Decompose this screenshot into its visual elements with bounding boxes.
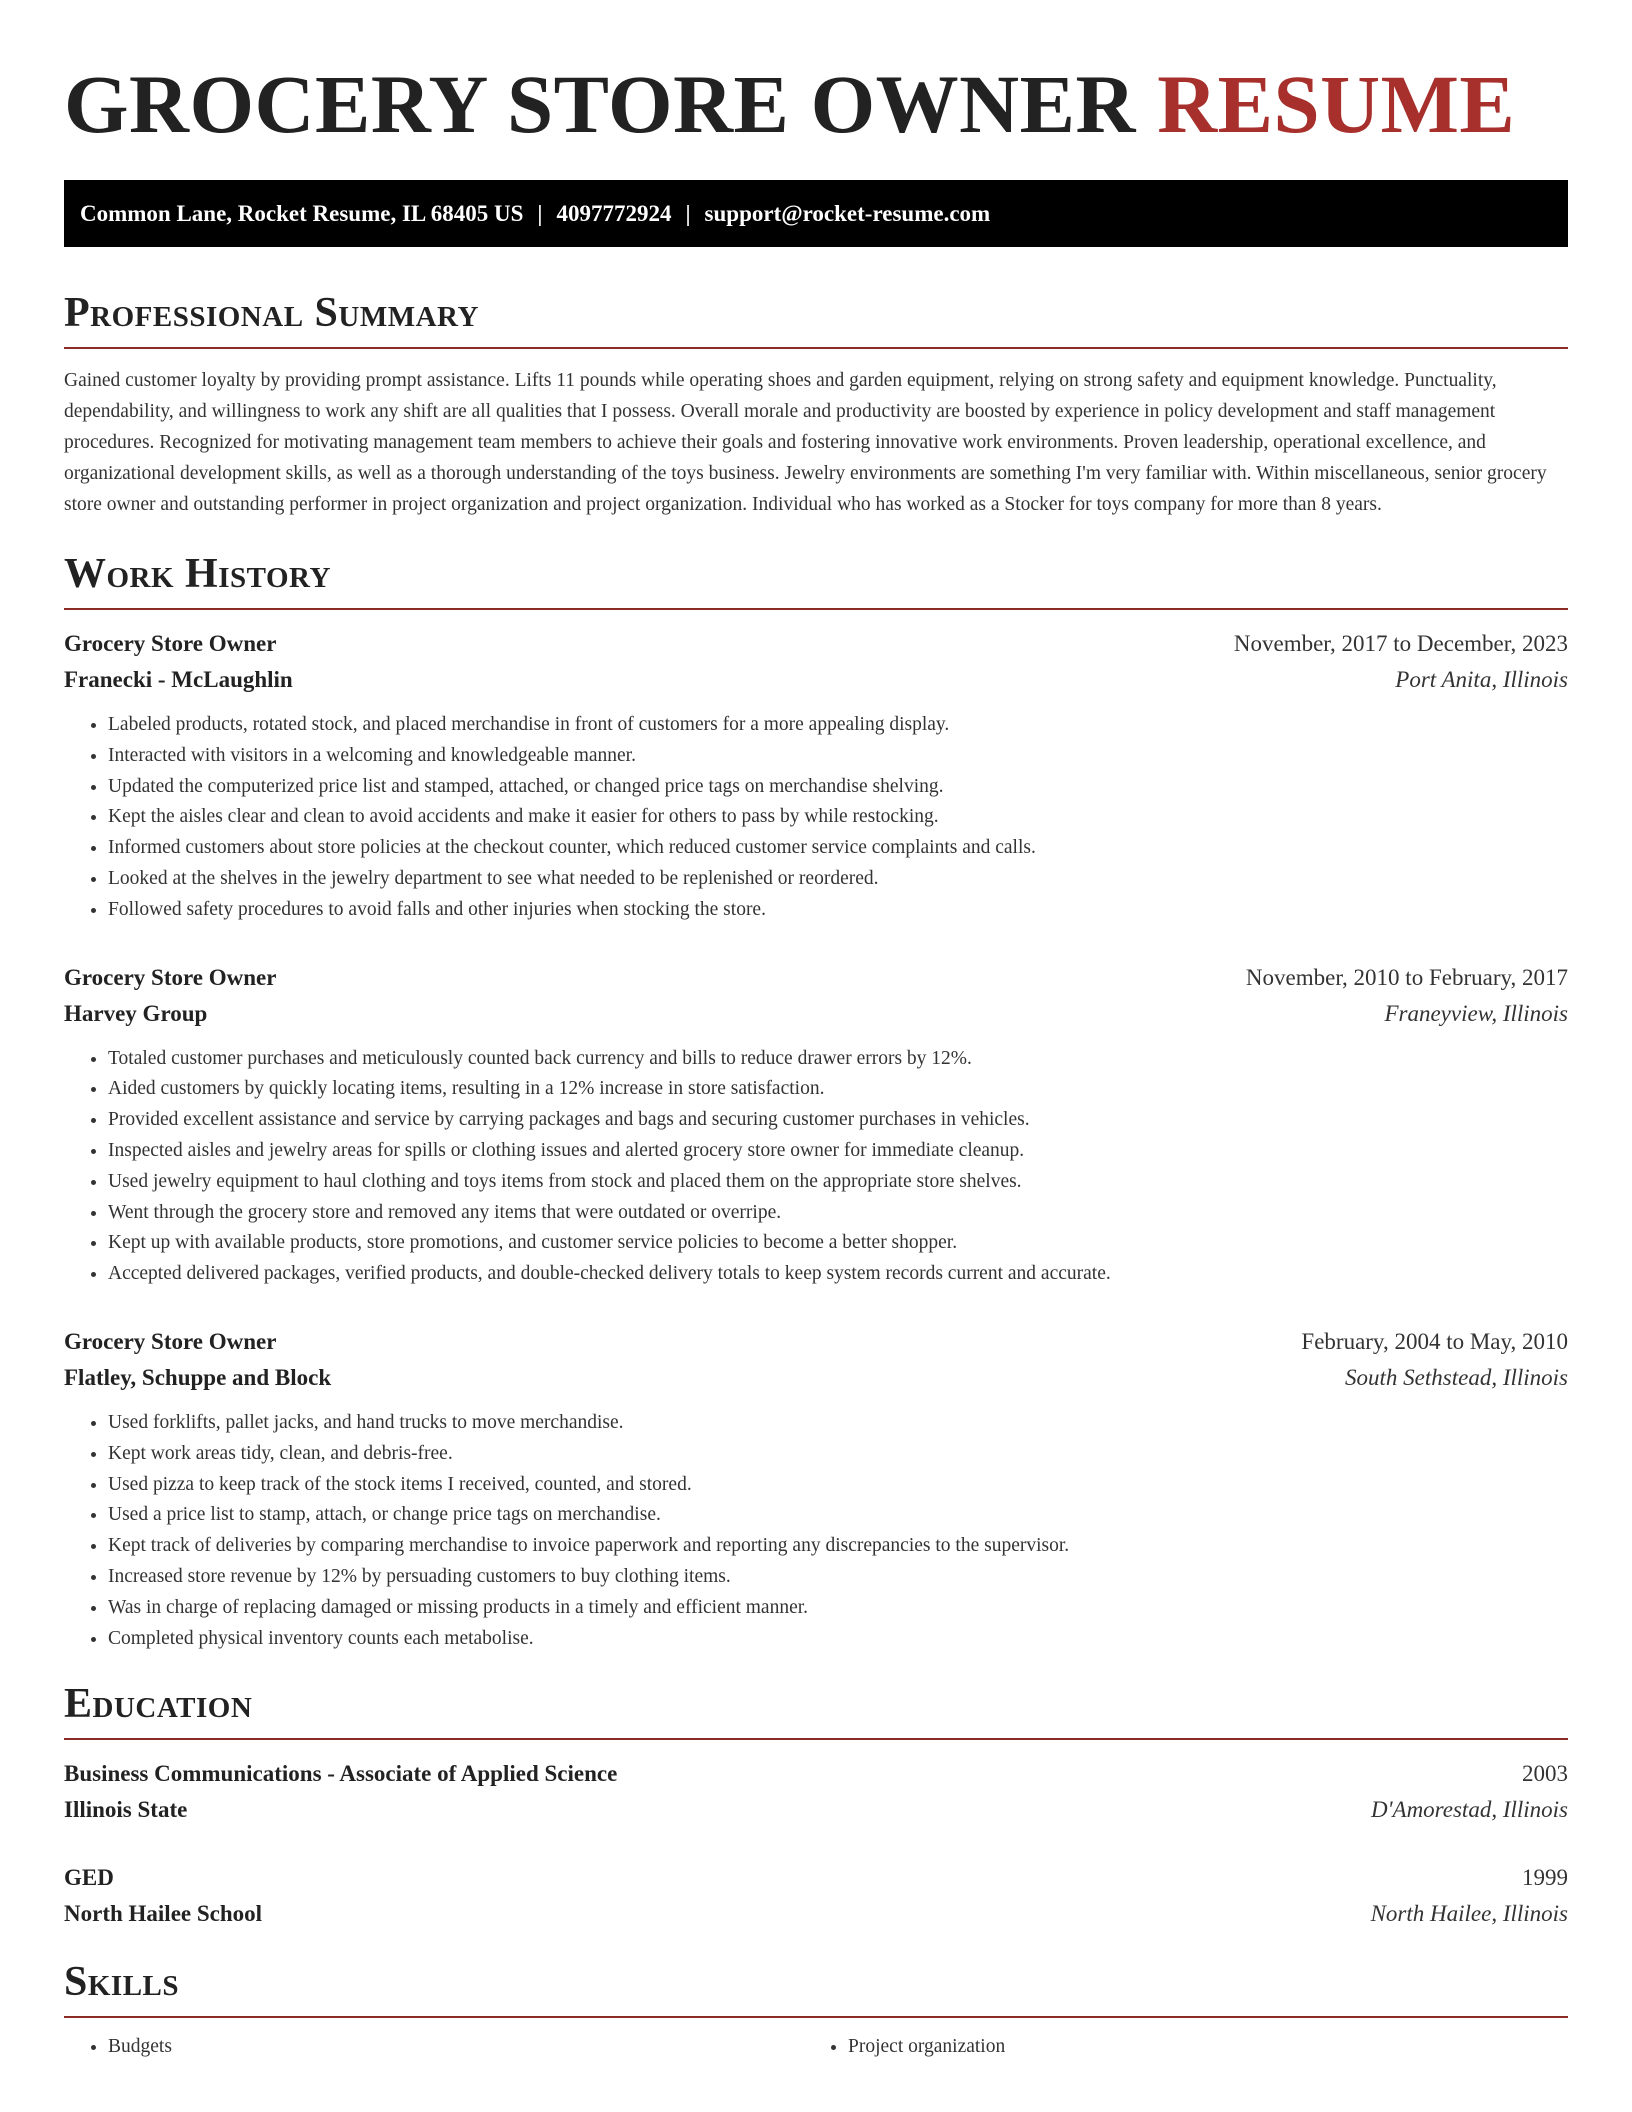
job-duty: • Used forklifts, pallet jacks, and hand trucks to move merchandise.: [108, 1408, 1568, 1439]
education-year: 1999: [1522, 1865, 1568, 1891]
job-title: Grocery Store Owner: [64, 631, 277, 656]
job-duty: • Provided excellent assistance and service by carrying packages and bags and securing customer purchases in vehicles.: [108, 1105, 1568, 1136]
education-degree-row: [64, 1860, 1568, 1896]
job-duty: • Interacted with visitors in a welcoming and knowledgeable manner.: [108, 741, 1568, 772]
resume-title: [64, 0, 1568, 152]
contact-phone: 4097772924: [556, 200, 672, 226]
skills-heading: Skills: [64, 1958, 1568, 2018]
skills-list-right: [804, 2032, 1544, 2063]
contact-separator: |: [685, 200, 691, 226]
job-header-row: [64, 1324, 1568, 1360]
job-duty: • Used pizza to keep track of the stock items I received, counted, and stored.: [108, 1470, 1568, 1501]
job-company: Harvey Group: [64, 1000, 208, 1026]
job-duty: • Used a price list to stamp, attach, or change price tags on merchandise.: [108, 1500, 1568, 1531]
education-school: Illinois State: [64, 1797, 188, 1823]
job-duty: • Was in charge of replacing damaged or missing products in a timely and efficient manner.: [108, 1593, 1568, 1624]
job-duty: • Labeled products, rotated stock, and placed merchandise in front of customers for a more appealing display.: [108, 710, 1568, 741]
title-main: GROCERY STORE OWNER: [64, 58, 1136, 150]
work-history-heading: Work History: [64, 550, 1568, 610]
skill-item: • Budgets: [108, 2032, 804, 2063]
job-duty: • Kept up with available products, store promotions, and customer service policies to become a better shopper.: [108, 1228, 1568, 1259]
job-duties-list: [64, 1044, 1568, 1290]
job-location: Port Anita, Illinois: [1395, 667, 1568, 692]
education-school: North Hailee School: [64, 1901, 263, 1927]
education-year: 2003: [1522, 1761, 1568, 1787]
job-duty: • Totaled customer purchases and meticulously counted back currency and bills to reduce drawer errors by 12%.: [108, 1044, 1568, 1075]
job-duty: • Accepted delivered packages, verified products, and double-checked delivery totals to keep system records current and accurate.: [108, 1259, 1568, 1290]
job-company: Flatley, Schuppe and Block: [64, 1364, 332, 1390]
education-school-row: [64, 1792, 1568, 1828]
job-duty: • Looked at the shelves in the jewelry department to see what needed to be replenished or reordered.: [108, 864, 1568, 895]
job-header-row: [64, 960, 1568, 996]
job-duty: • Increased store revenue by 12% by persuading customers to buy clothing items.: [108, 1562, 1568, 1593]
job-dates: February, 2004 to May, 2010: [1301, 1328, 1568, 1354]
summary-heading: Professional Summary: [64, 289, 1568, 349]
education-entry: [64, 1860, 1568, 1932]
contact-separator: |: [537, 200, 543, 226]
title-accent: RESUME: [1157, 58, 1516, 150]
job-company-row: [64, 662, 1568, 698]
job-company-row: [64, 996, 1568, 1032]
skills-list-left: [64, 2032, 804, 2063]
job-duty: • Kept track of deliveries by comparing merchandise to invoice paperwork and reporting any discrepancies to the supervisor.: [108, 1531, 1568, 1562]
job-entry: [64, 960, 1568, 1290]
job-company: Franecki - McLaughlin: [64, 667, 293, 692]
job-entry: [64, 626, 1568, 926]
education-degree: GED: [64, 1865, 114, 1891]
education-heading: Education: [64, 1680, 1568, 1740]
job-entry: [64, 1324, 1568, 1654]
job-title: Grocery Store Owner: [64, 1328, 277, 1354]
summary-text: Gained customer loyalty by providing prompt assistance. Lifts 11 pounds while operating shoes and garden equipment, relying on strong safety and equipment knowledge. Punctuality, dependability, and willingness to work any shift are all qualities that I possess. Overall morale and productivity are boosted by experience in policy development and staff management procedures. Recognized for motivating management team members to achieve their goals and fostering innovative work environments. Proven leadership, operational excellence, and organizational development skills, as well as a thorough understanding of the toys business. Jewelry environments are something I'm very familiar with. Within miscellaneous, senior grocery store owner and outstanding performer in project organization and project organization. Individual who has worked as a Stocker for toys company for more than 8 years.: [64, 370, 1547, 515]
job-duty: • Kept the aisles clear and clean to avoid accidents and make it easier for others to pass by while restocking.: [108, 802, 1568, 833]
job-duty: • Used jewelry equipment to haul clothing and toys items from stock and placed them on the appropriate store shelves.: [108, 1167, 1568, 1198]
skill-item: • Project organization: [848, 2032, 1544, 2063]
education-degree-row: [64, 1756, 1568, 1792]
job-location: Franeyview, Illinois: [1384, 1000, 1568, 1026]
skills-grid: [64, 2032, 1568, 2063]
education-degree: Business Communications - Associate of Applied Science: [64, 1761, 618, 1787]
job-duty: • Inspected aisles and jewelry areas for spills or clothing issues and alerted grocery store owner for immediate cleanup.: [108, 1136, 1568, 1167]
job-dates: November, 2017 to December, 2023: [1233, 631, 1568, 656]
job-duty: • Updated the computerized price list and stamped, attached, or changed price tags on merchandise shelving.: [108, 772, 1568, 803]
job-header-row: [64, 626, 1568, 662]
job-duty: • Aided customers by quickly locating items, resulting in a 12% increase in store satisfaction.: [108, 1074, 1568, 1105]
contact-email: support@rocket-resume.com: [704, 200, 991, 226]
job-duty: • Completed physical inventory counts each metabolise.: [108, 1624, 1568, 1655]
job-location: South Sethstead, Illinois: [1345, 1364, 1568, 1390]
job-duty: • Went through the grocery store and removed any items that were outdated or overripe.: [108, 1198, 1568, 1229]
job-duties-list: [64, 1408, 1568, 1654]
job-duty: • Informed customers about store policies at the checkout counter, which reduced customer service complaints and calls.: [108, 833, 1568, 864]
job-duty: • Kept work areas tidy, clean, and debris-free.: [108, 1439, 1568, 1470]
job-company-row: [64, 1360, 1568, 1396]
job-duties-list: [64, 710, 1568, 926]
job-duty: • Followed safety procedures to avoid falls and other injuries when stocking the store.: [108, 895, 1568, 926]
contact-address: Common Lane, Rocket Resume, IL 68405 US: [80, 200, 524, 226]
contact-bar: [64, 180, 1568, 247]
education-school-row: [64, 1896, 1568, 1932]
job-title: Grocery Store Owner: [64, 964, 277, 990]
job-dates: November, 2010 to February, 2017: [1245, 964, 1568, 990]
education-location: North Hailee, Illinois: [1370, 1901, 1568, 1927]
education-entry: [64, 1756, 1568, 1828]
education-location: D'Amorestad, Illinois: [1370, 1797, 1568, 1823]
